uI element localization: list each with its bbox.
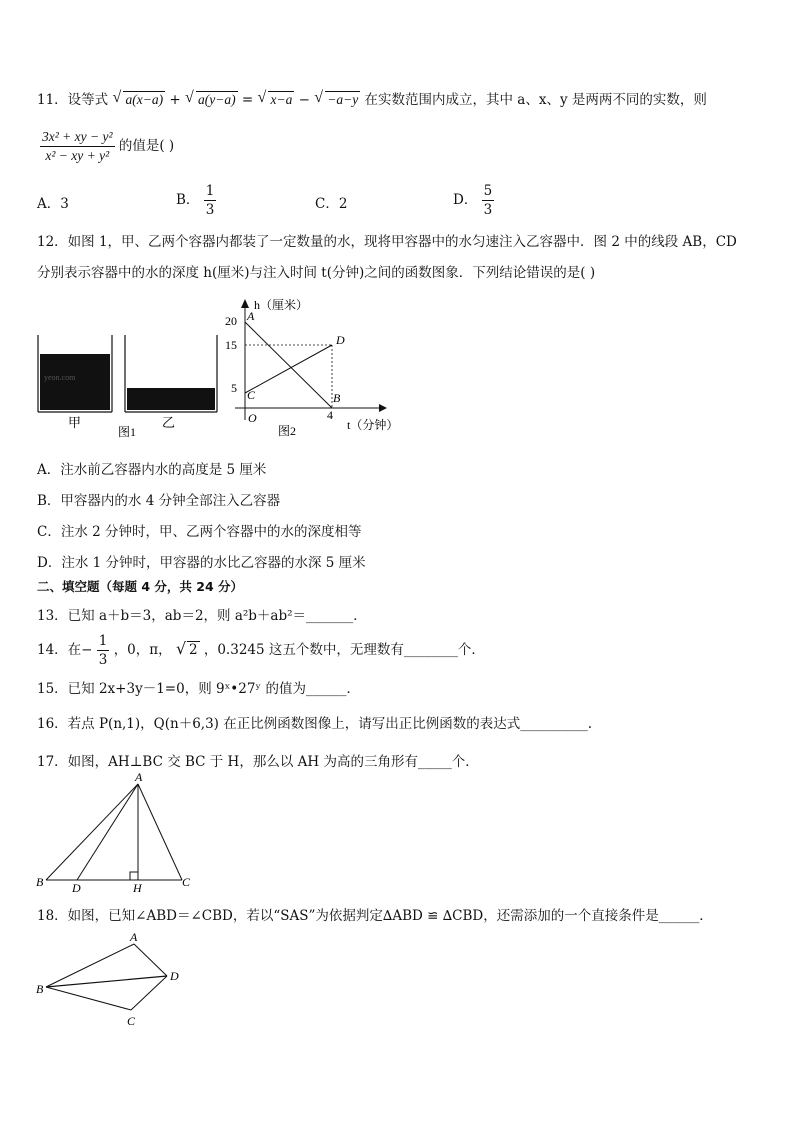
q11-ask: 的值是( ) <box>118 138 175 154</box>
right-angle-mark <box>130 872 138 880</box>
segment-ad <box>77 784 138 880</box>
q11-option-b: B． $\frac{1}{3}$ <box>176 183 215 218</box>
label-d: D <box>72 881 81 893</box>
q11-fraction: $\frac{\text{3x² + xy − y²}}{\text{x² − xy + y²}}$ <box>42 129 113 163</box>
y-tick-5: 5 <box>231 381 237 395</box>
q11-tail: 在实数范围内成立，其中 a、x、y 是两两不同的实数，则 <box>364 92 707 108</box>
label-h: H <box>133 881 142 893</box>
point-d-label: D <box>336 333 345 347</box>
q15: 15．已知 2x+3y－1=0，则 9ˣ•27ʸ 的值为______． <box>37 681 360 697</box>
q18: 18．如图，已知∠ABD＝∠CBD，若以“SAS”为依据判定∆ABD ≌ ∆CBD，还需添加的一个直接条件是______． <box>37 908 713 924</box>
q11-minus: − <box>298 92 310 108</box>
figure-1-caption: 图1 <box>118 425 137 439</box>
section-2-heading: 二、填空题（每题 4 分，共 24 分） <box>37 579 244 594</box>
q13: 13．已知 a＋b＝3，ab＝2，则 a²b＋ab²＝_______． <box>37 608 367 624</box>
q12-option-b: B．甲容器内的水 4 分钟全部注入乙容器 <box>37 493 281 509</box>
q11-line1 <box>37 88 707 108</box>
q11-sqrt-1: √ a(x−a) <box>112 89 164 107</box>
y-tick-15: 15 <box>225 338 237 352</box>
segment-ab <box>46 784 138 880</box>
watermark: yeon.com <box>44 373 76 382</box>
label-c: C <box>127 1014 136 1028</box>
q11-equals: = <box>241 92 254 108</box>
label-a: A <box>135 770 143 784</box>
label-d: D <box>170 969 179 983</box>
q11-option-d: D． $\frac{5}{3}$ <box>453 183 493 218</box>
segment-ad <box>134 944 167 976</box>
label-c: C <box>182 875 191 889</box>
q17: 17．如图，AH⊥BC 交 BC 于 H，那么以 AH 为高的三角形有_____个． <box>37 754 479 770</box>
q12-line1: 12．如图 1，甲、乙两个容器内都装了一定数量的水，现将甲容器中的水匀速注入乙容器中．图 2 中的线段 AB，CD <box>37 234 737 250</box>
q12-line2: 分别表示容器中的水的深度 h(厘米)与注入时间 t(分钟)之间的函数图象．下列结论错误的是( ) <box>37 265 596 281</box>
q11-option-c: C．2 <box>315 196 348 212</box>
point-b-label: B <box>333 391 341 405</box>
q16: 16．若点 P(n,1)，Q(n＋6,3) 在正比例函数图像上，请写出正比例函数的表达式__________. <box>37 716 593 732</box>
q12-figure-2 <box>215 298 415 440</box>
q11-sqrt-2: √ a(y−a) <box>184 89 236 107</box>
q17-figure <box>34 768 199 893</box>
x-axis-label: t（分钟） <box>347 418 399 432</box>
point-c-label: C <box>247 388 256 402</box>
segment-bc <box>46 987 131 1010</box>
container-jia <box>38 335 112 412</box>
q12-option-d: D．注水 1 分钟时，甲容器的水比乙容器的水深 5 厘米 <box>37 555 366 571</box>
q11-line2 <box>40 128 174 165</box>
segment-cd <box>245 345 332 393</box>
label-b: B <box>36 875 44 889</box>
x-tick-4: 4 <box>327 408 333 422</box>
segment-ab <box>245 322 332 408</box>
q11-sqrt-4: √ −a−y <box>314 89 359 107</box>
q11-number: 11．设等式 <box>37 92 109 108</box>
q12-figure-1 <box>30 330 230 440</box>
origin-label: O <box>248 411 257 425</box>
y-axis-label: h（厘米） <box>254 298 309 312</box>
figure-2-caption: 图2 <box>278 424 297 438</box>
container-yi <box>125 335 217 412</box>
label-b: B <box>36 982 44 996</box>
q18-figure <box>34 930 194 1030</box>
q14-sqrt: √ 2 <box>175 639 198 658</box>
point-a-label: A <box>247 309 255 323</box>
label-yi: 乙 <box>162 415 176 430</box>
label-jia: 甲 <box>68 415 82 430</box>
q12-option-a: A．注水前乙容器内水的高度是 5 厘米 <box>37 462 267 478</box>
q14: 14．在− $\frac{1}{3}$ ，0，π， √ 2 ，0.3245 这五个数中，无理数有________个． <box>37 633 485 668</box>
q11-option-a: A．3 <box>37 196 69 212</box>
y-tick-20: 20 <box>225 314 237 328</box>
label-a: A <box>130 930 138 944</box>
q11-sqrt-3: √ x−a <box>257 89 293 107</box>
q11-plus: + <box>169 92 181 108</box>
segment-ac <box>138 784 182 880</box>
segment-cd <box>131 976 167 1010</box>
q12-option-c: C．注水 2 分钟时，甲、乙两个容器中的水的深度相等 <box>37 524 362 540</box>
